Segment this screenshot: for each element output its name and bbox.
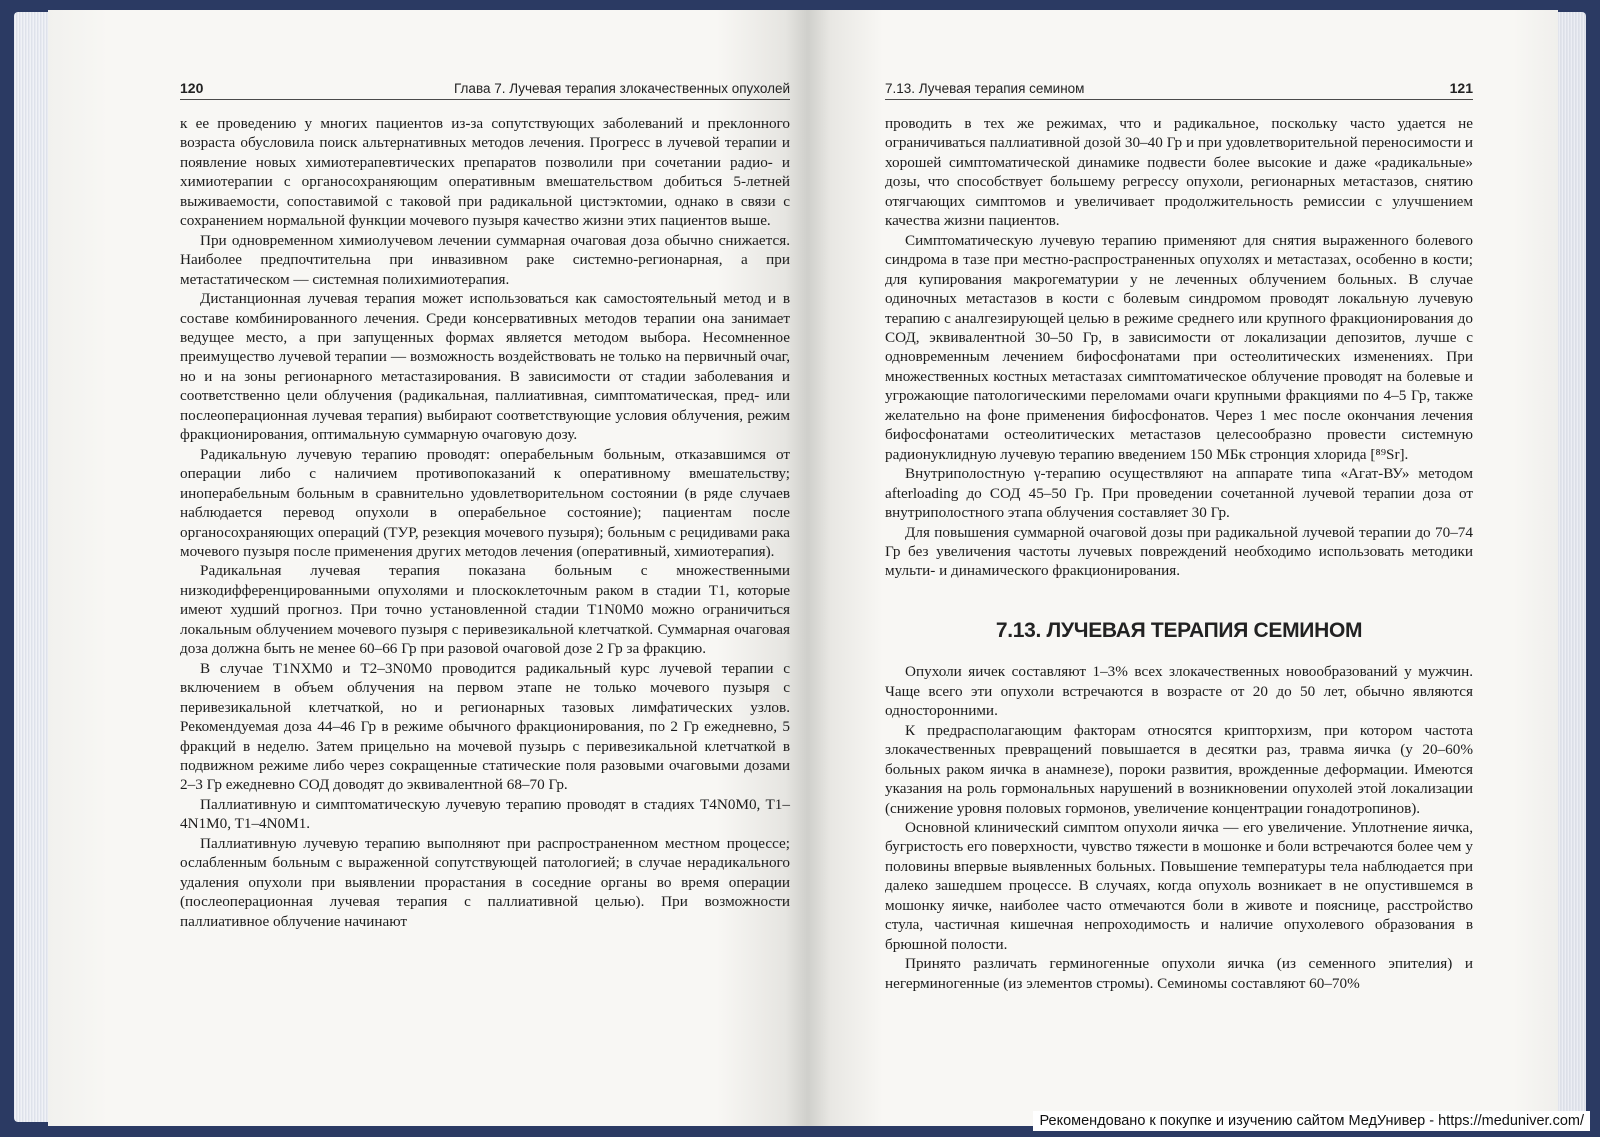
- paragraph: К предрасполагающим факторам относятся крипторхизм, при котором частота злокачественных превращений повышается в десятки раз, травма яичка (у 20–60% больных раком яичка в анамнезе), пороки развития, врожденные деформации. Имеются указания на роль гормональных нарушений в возникновении опухолей этой локализации (снижение уровня половых гормонов, увеличение концентрации гонадотропинов).: [885, 721, 1473, 817]
- paragraph: Симптоматическую лучевую терапию применяют для снятия выраженного болевого синдрома в тазе при местно-распространенных опухолях и метастазах, особенно в кости; для купирования макрогематурии у не леченных облучением больных. В случае одиночных метастазов в кости с болевым синдромом проводят локальную лучевую терапию с аналгезирующей целью в режиме среднего или крупного фракционирования до СОД, эквивалентной 30–50 Гр, в зависимости от локализации депозитов, лучше с одновременным лечением бифосфонатами при остеолитических изменениях. При множественных костных метастазах симптоматическое облучение проводят на болевые и угрожающие патологическими переломами очаги крупными фракциями по 4–5 Гр, также желательно на фоне применения бифосфонатов. Через 1 мес после окончания лечения бифосфонатами остеолитических метастазов целесообразно провести системную радионуклидную лучевую терапию введением 150 МБк стронция хлорида [⁸⁹Sr].: [885, 231, 1473, 463]
- left-page-body: [180, 114, 790, 931]
- section-heading: 7.13. ЛУЧЕВАЯ ТЕРАПИЯ СЕМИНОМ: [995, 618, 1363, 642]
- paragraph: Дистанционная лучевая терапия может использоваться как самостоятельный метод и в составе комбинированного лечения. Среди консервативных методов терапии она занимает ведущее место, а при запущенных формах является методом выбора. Несомненное преимущество лучевой терапии — возможность воздействовать не только на первичный очаг, но и на зоны регионарного метастазирования. В зависимости от стадии заболевания и соответственно цели облучения (радикальная, паллиативная, симптоматическая, пред- или послеоперационная лучевая терапия) выбирают соответствующие условия облучения, режим фракционирования, оптимальную суммарную очаговую дозу.: [180, 290, 790, 444]
- paragraph: Для повышения суммарной очаговой дозы при радикальной лучевой терапии до 70–74 Гр без увеличения частоты лучевых повреждений необходимо использовать методики мульти- и динамического фракционирования.: [885, 523, 1473, 580]
- page-number-right: 121: [1449, 80, 1473, 96]
- right-page-body: [885, 114, 1473, 993]
- watermark-link[interactable]: Рекомендовано к покупке и изучению сайтом МедУнивер - https://meduniver.com/: [1033, 1111, 1590, 1131]
- right-page: [808, 10, 1558, 1126]
- running-head-right: [885, 74, 1473, 100]
- paragraph: В случае T1NXM0 и T2–3N0M0 проводится радикальный курс лучевой терапии с включением в объем облучения на первом этапе не только мочевого пузыря с перивезикальной клетчаткой, но и регионарных тазовых лимфатических узлов. Рекомендуемая доза 44–46 Гр в режиме обычного фракционирования, по 2 Гр ежедневно, 5 фракций в неделю. Затем прицельно на мочевой пузырь с перивезикальной клетчаткой в подвижном режиме либо через сокращенные статические поля разовыми очаговыми дозами 2–3 Гр ежедневно СОД доводят до эквивалентной 68–70 Гр.: [180, 659, 790, 794]
- paragraph: Принято различать герминогенные опухоли яичка (из семенного эпителия) и негерминогенные (из элементов стромы). Семиномы составляют 60–70%: [885, 955, 1473, 992]
- section-running-title: 7.13. Лучевая терапия семином: [885, 81, 1085, 96]
- page-number-left: 120: [180, 80, 204, 96]
- paragraph: Радикальная лучевая терапия показана больным с множественными низкодифференцированными опухолями и плоскоклеточным раком в стадии T1, которые имеют худший прогноз. При точно установленной стадии T1N0M0 можно ограничиться локальным облучением мочевого пузыря с перивезикальной клетчаткой. Суммарная очаговая доза должна быть не менее 60–66 Гр при разовой очаговой дозе 2 Гр за фракцию.: [180, 562, 790, 658]
- paragraph: При одновременном химиолучевом лечении суммарная очаговая доза обычно снижается. Наиболее предпочтительна при инвазивном раке системно-регионарная, а при метастатическом — системная полихимиотерапия.: [180, 231, 790, 288]
- paragraph: Основной клинический симптом опухоли яичка — его увеличение. Уплотнение яичка, бугристость его поверхности, чувство тяжести в мошонке и боли встречаются более чем у половины впервые выявленных больных. Повышение температуры тела наблюдается при далеко зашедшем процессе. В случаях, когда опухоль возникает в не опустившемся в мошонку яичке, наиболее часто отмечаются боли в животе и пояснице, расстройство стула, частичная кишечная непроходимость и наличие опухолевого образования в брюшной полости.: [885, 818, 1473, 953]
- paragraph: Внутриполостную γ-терапию осуществляют на аппарате типа «Агат-ВУ» методом afterloading до СОД 45–50 Гр. При проведении сочетанной лучевой терапии доза от внутриполостного этапа облучения составляет 30 Гр.: [885, 465, 1473, 522]
- paragraph: проводить в тех же режимах, что и радикальное, поскольку часто удается не ограничиваться паллиативной дозой 30–40 Гр и при удовлетворительной переносимости и хорошей симптоматической динамике подвести более высокие и даже «радикальные» дозы, что способствует большему регрессу опухоли, регионарных метастазов, снятию отягчающих симптомов и увеличивает продолжительность ремиссии с улучшением качества жизни пациентов.: [885, 115, 1473, 230]
- left-page: [48, 10, 808, 1126]
- chapter-title: Глава 7. Лучевая терапия злокачественных опухолей: [454, 81, 790, 96]
- paragraph: Паллиативную и симптоматическую лучевую терапию проводят в стадиях T4N0M0, T1–4N1M0, T1–4N0M1.: [180, 795, 790, 833]
- paragraph: Радикальную лучевую терапию проводят: операбельным больным, отказавшимся от операции либо с наличием противопоказаний к оперативному вмешательству; иноперабельным больным в сравнительно удовлетворительном состоянии (в ряде случаев наблюдается перевод опухоли в операбельное состояние); пациентам после органосохраняющих операций (ТУР, резекция мочевого пузыря); больным с рецидивами рака мочевого пузыря после применения других методов лечения (оперативный, химиотерапия).: [180, 445, 790, 560]
- paragraph: Паллиативную лучевую терапию выполняют при распространенном местном процессе; ослабленным больным с выраженной сопутствующей патологией; в случае нерадикального удаления опухоли при выявлении прорастания в соседние органы во время операции (послеоперационная лучевая терапия с паллиативной целью). При возможности паллиативное облучение начинают: [180, 834, 790, 930]
- running-head-left: [180, 74, 790, 100]
- page-edges-right: [1556, 12, 1586, 1122]
- book-spread: [14, 4, 1586, 1128]
- paragraph: к ее проведению у многих пациентов из-за сопутствующих заболеваний и преклонного возраста обусловила поиск альтернативных методов лечения. Прогресс в лучевой терапии и появление новых химиотерапевтических препаратов позволили при сочетании радио- и химиотерапии с органосохраняющим оперативным вмешательством добиться 5-летней выживаемости, сопоставимой с таковой при радикальной цистэктомии, однако в связи с сохранением нормальной функции мочевого пузыря качество жизни этих пациентов выше.: [180, 115, 790, 230]
- paragraph: Опухоли яичек составляют 1–3% всех злокачественных новообразований у мужчин. Чаще всего эти опухоли встречаются в возрасте от 20 до 50 лет, обычно являются односторонними.: [885, 663, 1473, 720]
